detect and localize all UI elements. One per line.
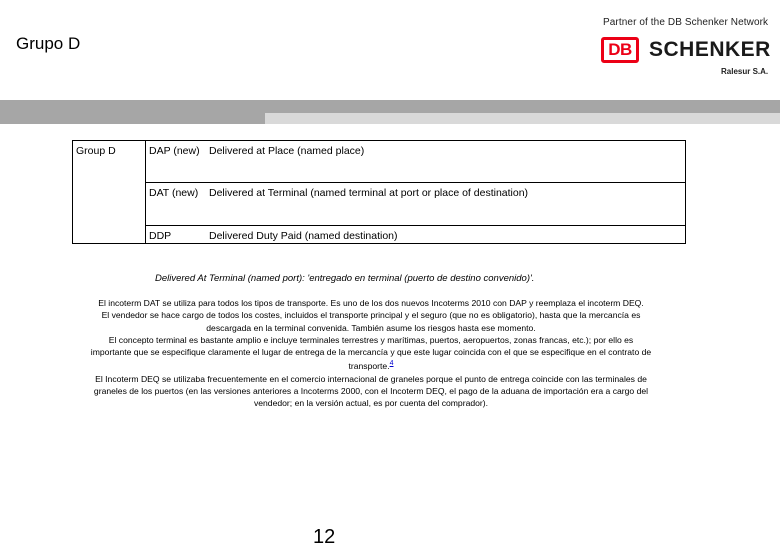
- incoterms-table: [72, 140, 686, 244]
- page-number: 12: [313, 526, 336, 548]
- body-paragraphs: [88, 297, 654, 410]
- header-divider-bar-light: [265, 113, 780, 124]
- page-title: Grupo D: [16, 34, 81, 53]
- db-logo-icon: DB: [601, 37, 639, 63]
- incoterm-description: Delivered Duty Paid (named destination): [206, 226, 686, 244]
- group-label-cell: Group D: [73, 141, 146, 244]
- paragraph: El Incoterm DEQ se utilizaba frecuentemente en el comercio internacional de graneles porque el punto de entrega coincide con las terminales de graneles de los puertos (en las versiones anteriores a Incoterms 2000, con el Incoterm DEQ, el pago de la aduana de importación era a cargo del vendedor; en la versión actual, es por cuenta del comprador).: [93, 373, 649, 409]
- paragraph: El incoterm DAT se utiliza para todos los tipos de transporte. Es uno de los dos nuevos Incoterms 2010 con DAP y reemplaza el incoterm DEQ.: [98, 298, 644, 308]
- incoterm-description: Delivered at Place (named place): [206, 141, 686, 183]
- definition-text: Delivered At Terminal (named port): 'entregado en terminal (puerto de destino convenido)'.: [155, 273, 535, 284]
- footnote-link[interactable]: 4: [389, 360, 394, 368]
- table-row: [73, 226, 686, 244]
- subsidiary-name: Ralesur S.A.: [721, 67, 769, 76]
- header-divider-bar-segment: [0, 113, 265, 124]
- paragraph: El vendedor se hace cargo de todos los costes, incluidos el transporte principal y el seguro (que no es obligatorio), hasta que la mercancía es descargada en la terminal convenida. También asume los riesgos hasta ese momento.: [101, 310, 641, 333]
- incoterm-code: DDP: [146, 226, 207, 244]
- incoterm-code: DAP (new): [146, 141, 207, 183]
- table-row: [73, 141, 686, 183]
- incoterm-description: Delivered at Terminal (named terminal at port or place of destination): [206, 183, 686, 226]
- header-divider-bar: [0, 100, 780, 113]
- table-row: [73, 183, 686, 226]
- brand-name: SCHENKER: [649, 38, 771, 61]
- partner-tagline: Partner of the DB Schenker Network: [603, 17, 769, 28]
- incoterm-code: DAT (new): [146, 183, 207, 226]
- paragraph: [88, 334, 654, 373]
- paragraph-text: El concepto terminal es bastante amplio e incluye terminales terrestres y marítimas, puertos, aeropuertos, zonas francas, etc.); por ello es importante que se especifique claramente el lugar de entrega de la mercancía y que este lugar coincida con el que se especifique en el contrato de transporte.: [90, 334, 652, 372]
